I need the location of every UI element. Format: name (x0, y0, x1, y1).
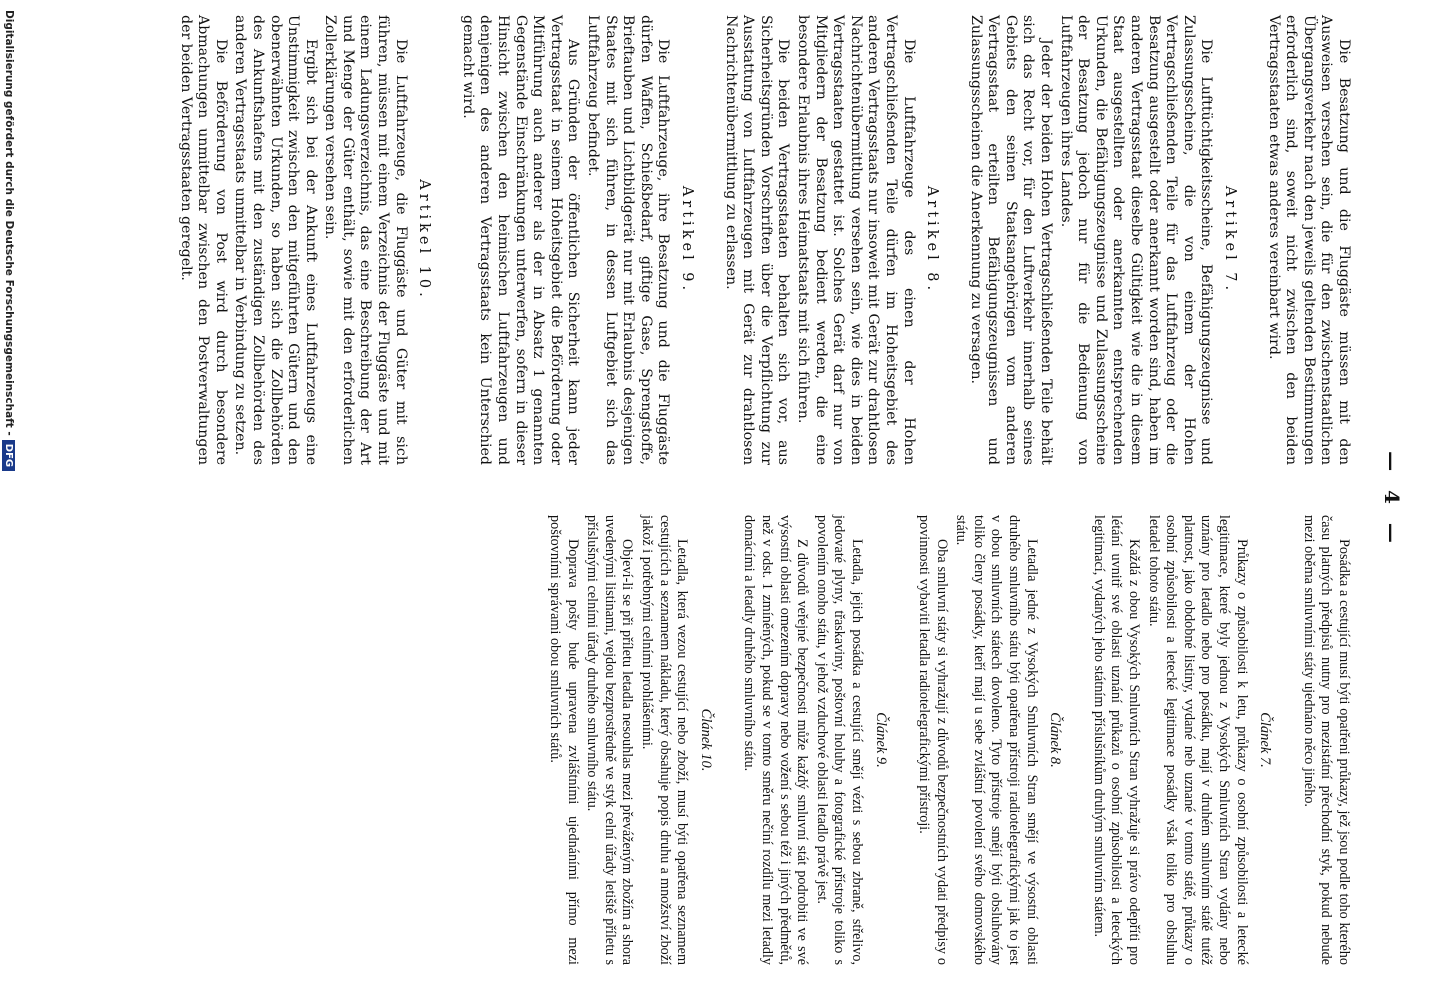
german-article-10-paragraph: Ergibt sich bei der Ankunft eines Luftfahrzeugs eine Unstimmigkeit zwischen den mitgeführten Gütern und den obenerwähnten Urkunden, so haben sich die Zollbehörden des Ankunftshafens mit den zuständigen Zollbehörden des anderen Vertragsstaats unmittelbar in Verbindung zu setzen. (232, 15, 319, 465)
czech-article-10-paragraph: Letadla, která vezou cestující nebo zboží, musí býti opatřena seznamem cestujících a seznamem nákladu, který obsahuje popis druhu a množství zboží jakož i potřebnými celními prohlášeními. (639, 515, 691, 965)
czech-article-7-paragraph: Průkazy o způsobilosti k letu, průkazy o osobní způsobilosti a letecké legitimace, které byly jednou z Vysokých Smluvních Stran vydány nebo uznány pro letadlo nebo pro posádku, mají v druhém smluvním státě tutéž platnost, jako obdobné listiny, vydané neb uznané v tomto státě, průkazy o osobní způsobilosti a letecké legitimace posádky však toliko pro obsluhu letadel tohoto státu. (1145, 515, 1250, 965)
german-article-7-paragraph: Die Lufttüchtigkeitsscheine, Befähigungszeugnisse und Zulassungsscheine, die von einem der Hohen Vertragschließenden Teile für das Luftfahrzeug oder die Besatzung ausgestellt oder anerkannt worden sind, haben im anderen Vertragsstaat dieselbe Gültigkeit wie die in diesem Staat ausgestellten oder anerkannten entsprechenden Urkunden, die Befähigungszeugnisse und Zulassungsscheine der Besatzung jedoch nur für die Bedienung von Luftfahrzeugen ihres Landes. (1057, 15, 1215, 465)
german-article-10-paragraph: Die Luftfahrzeuge, die Fluggäste und Güter mit sich führen, müssen mit einem Verzeichnis der Fluggäste und mit einem Ladungsverzeichnis, das eine Beschreibung der Art und Menge der Güter enthält, sowie mit den erforderlichen Zollerklärungen versehen sein. (322, 15, 409, 465)
czech-column (543, 515, 1352, 965)
german-article-8-paragraph: Die beiden Vertragsstaaten behalten sich vor, aus Sicherheitsgründen Vorschriften über die Verpflichtung zur Ausstattung von Luftfahrzeugen mit Gerät zur drahtlosen Nachrichtenübermittlung zu erlassen. (722, 15, 792, 465)
dfg-logo: DFG (2, 440, 15, 471)
german-column (174, 15, 1352, 465)
czech-article-10-paragraph: Doprava pošty bude upravena zvláštními ujednáními přímo mezi poštovními správami obou smluvních států. (547, 515, 581, 965)
czech-article-7-heading: Článek 7. (1257, 712, 1274, 768)
czech-intro-paragraph: Posádka a cestující musí býti opatřeni průkazy, jež jsou podle toho kterého času platných předpisů nutny pro mezistátní přechodní styk, pokud nebude mezi oběma smluvními státy ujednáno něco jiného. (1300, 515, 1352, 965)
czech-article-9-paragraph: Letadla, jejich posádka a cestující smějí vézti s sebou zbraně, střelivo, jedovaté plyny, třaskaviny, poštovní holuby a fotografické přístroje toliko s povolením onoho státu, v jehož vzduchové oblasti letadlo právě jest. (813, 515, 865, 965)
czech-article-9-paragraph: Z důvodů veřejné bezpečnosti může každý smluvní stát podrobiti ve své výsostní oblasti omezením dopravy nebo vožení s sebou též i jiných předmětů, než v odst. 1 zmíněných, pokud se v tomto směru nečiní rozdílu mezi letadly domácími a letadly druhého smluvního státu. (741, 515, 811, 965)
german-article-8-heading: Artikel 8. (924, 185, 941, 295)
czech-article-10-paragraph: Objeví-li se při příletu letadla nesouhlas mezi převáženým zbožím a shora uvedenými listinami, vejdou bezprostředně ve styk celní úřady letiště příletu s příslušnými celními úřady druhého smluvního státu. (584, 515, 636, 965)
german-article-7-heading: Artikel 7. (1222, 185, 1239, 295)
czech-article-8-paragraph: Oba smluvní státy si vyhražují z důvodů bezpečnostních vydati předpisy o povinnosti vybaviti letadla radiotelegrafickými přístroji. (916, 515, 950, 965)
digitization-credit-text: Digitalisierung gefördert durch die Deutsche Forschungsgemeinschaft - (3, 10, 15, 436)
czech-article-8-heading: Článek 8. (1047, 712, 1064, 768)
german-article-10-heading: Artikel 10. (416, 179, 433, 301)
german-article-10-paragraph: Die Beförderung von Post wird durch besondere Abmachungen unmittelbar zwischen den Postverwaltungen der beiden Vertragsstaaten geregelt. (177, 15, 229, 465)
german-article-9-paragraph: Aus Gründen der öffentlichen Sicherheit kann jeder Vertragsstaat in seinem Hoheitsgebiet die Beförderung oder Mitführung auch anderer als der in Absatz 1 genannten Gegenstände Einschränkungen unterwerfen, sofern in dieser Hinsicht zwischen den heimischen Luftfahrzeugen und denjenigen des anderen Vertragsstaats kein Unterschied gemacht wird. (459, 15, 582, 465)
german-article-9-paragraph: Die Luftfahrzeuge, ihre Besatzung und die Fluggäste dürfen Waffen, Schießbedarf, giftige Gase, Sprengstoffe, Brieftauben und Lichtbildgerät nur mit Erlaubnis desjenigen Staates mit sich führen, in dessen Luftgebiet sich das Luftfahrzeug befindet. (585, 15, 672, 465)
page-number: — 4 — (1380, 451, 1404, 549)
czech-article-9-heading: Článek 9. (872, 712, 889, 768)
german-article-8-paragraph: Die Luftfahrzeuge des einen der Hohen Vertragschließenden Teile dürfen im Hoheitsgebiet des anderen Vertragsstaats nur insoweit mit Gerät zur drahtlosen Nachrichtenübermittlung versehen sein, wie dies in beiden Vertragsstaaten gestattet ist. Solches Gerät darf nur von Mitgliedern der Besatzung bedient werden, die eine besondere Erlaubnis ihres Heimatstaats mit sich führen. (794, 15, 917, 465)
czech-article-8-paragraph: Letadla jedné z Vysokých Smluvních Stran smějí ve výsostní oblasti druhého smluvního státu býti opatřena přístroji radiotelegrafickými jak to jest v obou smluvních státech dovoleno. Tyto přístroje smějí býti obsluhovány toliko členy posádky, kteří mají u sebe zvláštní povolení svého domovského státu. (953, 515, 1040, 965)
german-article-9-heading: Artikel 9. (679, 185, 695, 295)
german-intro-paragraph: Die Besatzung und die Fluggäste müssen mit den Ausweisen versehen sein, die für den zwischenstaatlichen Übergangsverkehr nach den jeweils geltenden Bestimmungen erforderlich sind, soweit nicht zwischen den beiden Vertragsstaaten etwas anderes vereinbart wird. (1265, 15, 1352, 465)
czech-article-7-paragraph: Každá z obou Vysokých Smluvních Stran vyhražuje si právo odepříti pro létání uvnitř své oblasti uznání průkazů o osobní způsobilosti a leteckých legitimací, vydaných jeho státním příslušníkům druhým smluvním státem. (1090, 515, 1143, 965)
digitization-credit (2, 10, 15, 990)
czech-article-10-heading: Článek 10. (697, 708, 714, 772)
german-article-7-paragraph: Jeder der beiden Hohen Vertragschließenden Teile behält sich das Recht vor, für den Luftverkehr innerhalb seines Gebiets den seinen Staatsangehörigen vom anderen Vertragsstaat erteilten Befähigungszeugnissen und Zulassungsscheinen die Anerkennung zu versagen. (967, 15, 1055, 465)
